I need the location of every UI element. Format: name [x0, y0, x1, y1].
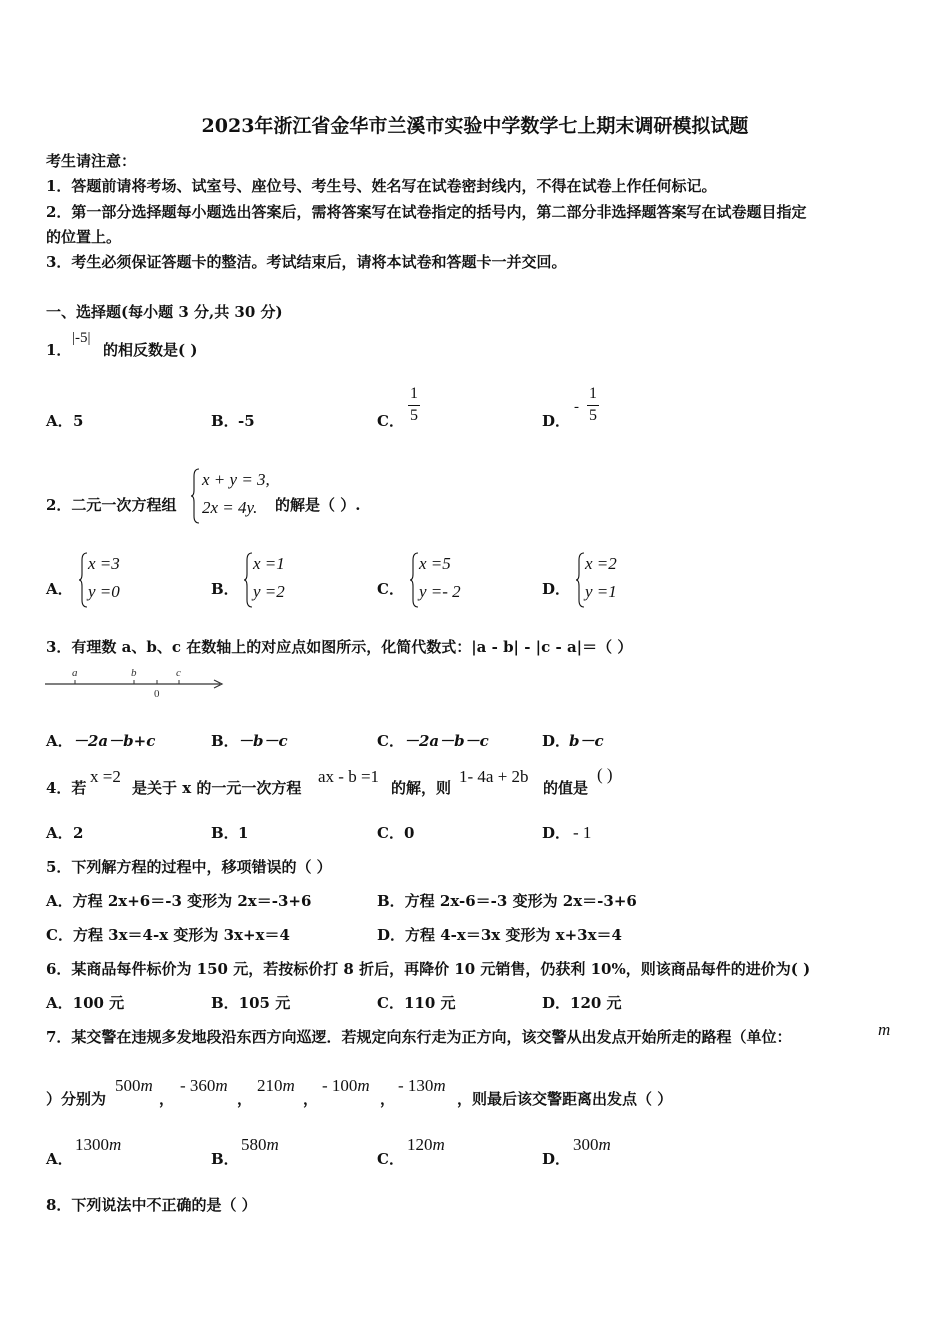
option-item: D．方程 4-x＝3x 变形为 x+3x＝4	[377, 926, 622, 944]
unit-symbol: m	[109, 1135, 122, 1154]
unit-symbol: m	[432, 1135, 445, 1154]
solution-x: x =5	[419, 554, 451, 573]
solution-system	[585, 550, 617, 606]
fraction	[585, 385, 601, 425]
option-label: A．	[46, 1150, 73, 1168]
option-label: B．	[211, 580, 239, 598]
separator: ，	[237, 1090, 253, 1108]
separator: ，	[159, 1090, 175, 1108]
distance-value: 210m	[257, 1076, 295, 1095]
option-item: C．110 元	[377, 994, 456, 1012]
denominator: 5	[589, 407, 597, 424]
option-label: B．	[211, 732, 239, 750]
abs-expression: |-5|	[72, 330, 91, 346]
question-text: 3．有理数 a、b、c 在数轴上的对应点如图所示，化简代数式：|a - b| - |c - a|＝（ ）	[46, 638, 633, 656]
unit-symbol: m	[215, 1076, 228, 1095]
fraction	[406, 385, 422, 425]
unit-symbol: m	[598, 1135, 611, 1154]
option-label: D．	[542, 732, 571, 750]
option-value: －b－c	[238, 732, 288, 750]
option-item: A．方程 2x+6＝-3 变形为 2x＝-3+6	[46, 892, 312, 910]
distance-value: 500m	[115, 1076, 153, 1095]
solution-y: y =- 2	[419, 582, 461, 601]
axis-label-b: b	[131, 667, 137, 679]
notice-item: 的位置上。	[46, 228, 122, 246]
option-label: A．	[46, 412, 73, 430]
numerator: 1	[589, 385, 597, 402]
brace-icon	[575, 552, 585, 608]
minus-sign: -	[574, 399, 579, 415]
fraction-bar	[587, 405, 599, 406]
option-item: C．方程 3x＝4-x 变形为 3x+x＝4	[46, 926, 290, 944]
option-item: A．100 元	[46, 994, 125, 1012]
math-expression: ax - b =1	[318, 767, 380, 786]
option-value: b－c	[569, 732, 604, 750]
question-text: 的解，则	[391, 779, 452, 797]
distance-value: - 100m	[322, 1076, 370, 1095]
notice-heading: 考生请注意：	[46, 152, 137, 170]
option-label: B．	[211, 824, 239, 842]
option-value: 1	[238, 824, 249, 842]
numerator: 1	[410, 385, 418, 402]
unit-symbol: m	[266, 1135, 279, 1154]
distance-value: - 360m	[180, 1076, 228, 1095]
solution-x: x =2	[585, 554, 617, 573]
denominator: 5	[410, 407, 418, 424]
unit-symbol: m	[433, 1076, 446, 1095]
axis-label-c: c	[176, 667, 181, 679]
equation-system	[202, 466, 270, 522]
question-text: 是关于 x 的一元一次方程	[132, 779, 302, 797]
unit-symbol: m	[357, 1076, 370, 1095]
question-text: 6．某商品每件标价为 150 元，若按标价打 8 折后，再降价 10 元销售，仍获利 10%，则该商品每件的进价为( )	[46, 960, 811, 978]
option-item: B．105 元	[211, 994, 291, 1012]
option-value: 2	[73, 824, 84, 842]
brace-icon	[78, 552, 88, 608]
page-title: 2023年浙江省金华市兰溪市实验中学数学七上期末调研模拟试题	[201, 115, 749, 137]
notice-item: 3．考生必须保证答题卡的整洁。考试结束后，请将本试卷和答题卡一并交回。	[46, 253, 567, 271]
option-label: C．	[377, 732, 404, 750]
option-label: A．	[46, 824, 73, 842]
solution-y: y =0	[88, 582, 120, 601]
solution-system	[253, 550, 285, 606]
separator: ，	[303, 1090, 319, 1108]
solution-y: y =1	[585, 582, 617, 601]
notice-item: 1．答题前请将考场、试室号、座位号、考生号、姓名写在试卷密封线内，不得在试卷上作任何标记。	[46, 177, 717, 195]
number-line-figure	[42, 664, 227, 700]
question-text: ，则最后该交警距离出发点（ ）	[457, 1090, 673, 1108]
option-label: D．	[542, 580, 571, 598]
separator: ，	[380, 1090, 396, 1108]
option-label: D．	[542, 412, 571, 430]
math-expression: 1- 4a + 2b	[459, 767, 529, 786]
option-value: 580m	[241, 1135, 279, 1154]
solution-x: x =3	[88, 554, 120, 573]
question-text: 5．下列解方程的过程中，移项错误的（ ）	[46, 858, 332, 876]
unit-symbol: m	[140, 1076, 153, 1095]
question-text: 的解是（ ）.	[275, 496, 361, 514]
equation-line: x + y = 3,	[202, 470, 270, 489]
option-value: 5	[73, 412, 84, 430]
question-text: 7．某交警在违规多发地段沿东西方向巡逻．若规定向东行走为正方向，该交警从出发点开始所走的路程（单位：	[46, 1028, 792, 1046]
option-label: D．	[542, 824, 571, 842]
question-text: ）分别为	[46, 1090, 107, 1108]
question-number: 1．	[46, 341, 72, 359]
option-item: D．120 元	[542, 994, 622, 1012]
option-value: 1300m	[75, 1135, 122, 1154]
option-label: C．	[377, 824, 404, 842]
unit-symbol: m	[878, 1020, 891, 1039]
option-label: B．	[211, 1150, 239, 1168]
option-label: A．	[46, 732, 73, 750]
solution-system	[88, 550, 120, 606]
option-value: - 1	[573, 823, 592, 842]
distance-value: - 130m	[398, 1076, 446, 1095]
brace-icon	[409, 552, 419, 608]
option-label: B．	[211, 412, 239, 430]
question-text: 的相反数是( )	[103, 341, 198, 359]
question-text: 的值是	[543, 779, 589, 797]
option-label: C．	[377, 1150, 404, 1168]
math-expression: x =2	[90, 767, 121, 786]
solution-x: x =1	[253, 554, 285, 573]
option-label: A．	[46, 580, 73, 598]
brace-icon	[190, 468, 200, 524]
solution-y: y =2	[253, 582, 285, 601]
option-value: －2a－b－c	[404, 732, 489, 750]
option-value: 300m	[573, 1135, 611, 1154]
axis-label-zero: 0	[154, 688, 160, 700]
option-label: C．	[377, 412, 404, 430]
option-value: 120m	[407, 1135, 445, 1154]
question-text: 8．下列说法中不正确的是（ ）	[46, 1196, 257, 1214]
brace-icon	[243, 552, 253, 608]
option-label: D．	[542, 1150, 571, 1168]
question-text: 4．若	[46, 779, 87, 797]
axis-label-a: a	[72, 667, 78, 679]
fraction-bar	[408, 405, 420, 406]
section-heading: 一、选择题(每小题 3 分,共 30 分)	[46, 303, 283, 321]
unit-symbol: m	[282, 1076, 295, 1095]
answer-bracket: ( )	[597, 765, 613, 784]
equation-line: 2x = 4y.	[202, 498, 258, 517]
option-label: C．	[377, 580, 404, 598]
solution-system	[419, 550, 461, 606]
question-text: 2．二元一次方程组	[46, 496, 177, 514]
option-value: -5	[238, 412, 255, 430]
option-value: －2a－b+c	[73, 732, 156, 750]
option-value: 0	[404, 824, 415, 842]
option-item: B．方程 2x-6＝-3 变形为 2x＝-3+6	[377, 892, 637, 910]
notice-item: 2．第一部分选择题每小题选出答案后，需将答案写在试卷指定的括号内，第二部分非选择题答案写在试卷题目指定	[46, 203, 807, 221]
